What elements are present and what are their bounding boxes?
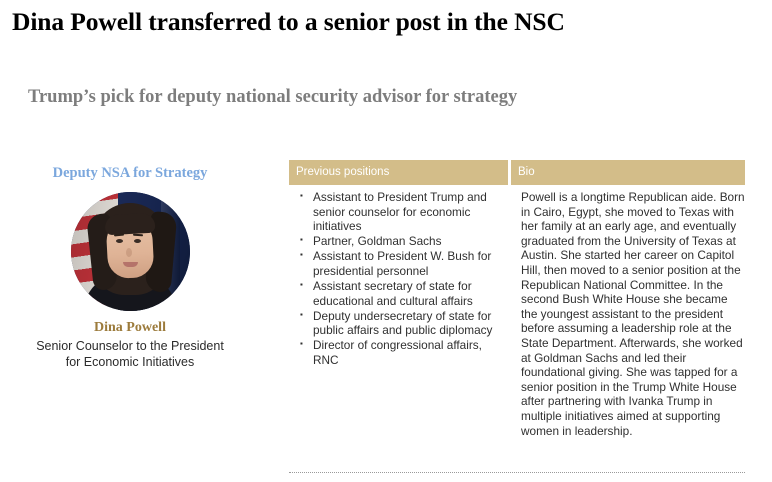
bio-paragraph: Powell is a longtime Republican aide. Born in Cairo, Egypt, she moved to Texas with her family at an early age, and eventually graduated from the University of Texas at Austin. She started her career on Capitol Hill, then moved to a senior position at the Republican National Committee. In the second Bush White House she became the youngest assistant to the president before assuming a leadership role at the State Department. Afterwards, she worked at Goldman Sachs and led their foundational giving. She was tapped for a senior position in the Trump White House after partnering with Ivanka Trump in multiple initiatives aimed at supporting women in leadership. [521,190,745,438]
previous-position-item: ▪ Deputy undersecretary of state for public affairs and public diplomacy [313,309,504,338]
cell-bio [511,190,745,468]
cell-previous-positions [289,190,508,468]
subject-mouth [123,262,138,267]
subject-fringe [105,213,156,236]
profile-caption [0,338,260,370]
profile-name: Dina Powell [94,320,166,335]
previous-position-item: ▪ Partner, Goldman Sachs [313,234,504,249]
previous-position-item: ▪ Assistant to President W. Bush for presidential personnel [313,249,504,278]
info-table [289,160,745,473]
profile-card [0,164,260,370]
subject-eye-right [134,239,141,243]
previous-positions-list [289,190,508,368]
previous-position-item: ▪ Assistant secretary of state for educational and cultural affairs [313,279,504,308]
column-header-bio: Bio [511,160,745,185]
table-body-row [289,190,745,473]
profile-caption-line-1: Senior Counselor to the President [36,339,224,353]
portrait-photo [71,192,190,311]
subject-eye-left [116,239,123,243]
previous-position-item: ▪ Assistant to President Trump and senior counselor for economic initiatives [313,190,504,234]
previous-position-item: ▪ Director of congressional affairs, RNC [313,338,504,367]
profile-caption-line-2: for Economic Initiatives [65,355,195,369]
profile-role-label: Deputy NSA for Strategy [52,165,208,181]
table-header-row [289,160,745,185]
column-header-previous-positions: Previous positions [289,160,508,185]
page-title: Dina Powell transferred to a senior post in the NSC [12,7,565,36]
page-subtitle: Trump’s pick for deputy national security advisor for strategy [28,87,518,107]
subject-nose [126,248,132,257]
